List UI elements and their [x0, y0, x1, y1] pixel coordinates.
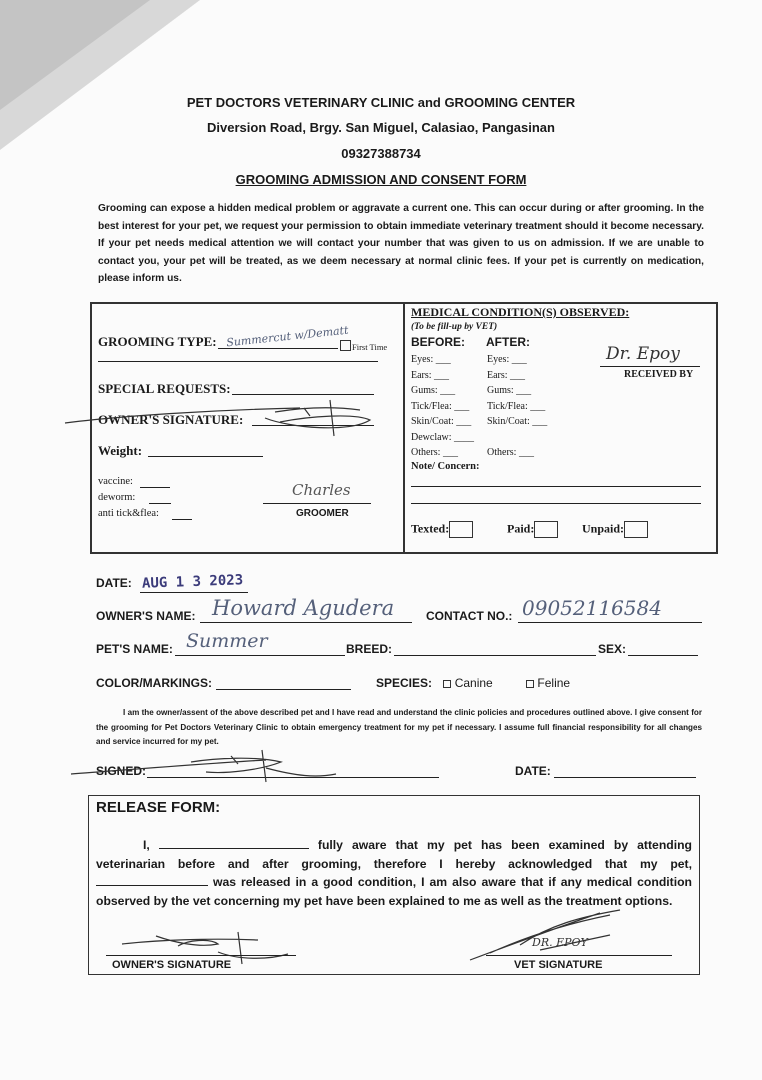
- texted-row: [411, 521, 473, 538]
- canine-label: Canine: [454, 676, 493, 690]
- note-line-1[interactable]: [411, 486, 701, 487]
- clinic-phone: 09327388734: [341, 146, 421, 161]
- owner-signature-line: [106, 955, 296, 956]
- deworm-field[interactable]: [149, 503, 171, 504]
- received-by-name: Dr. Epoy: [606, 344, 680, 364]
- groomer-label: GROOMER: [296, 508, 349, 519]
- after-item: Tick/Flea: ___: [487, 400, 546, 412]
- before-item: Skin/Coat: ___: [411, 416, 472, 427]
- first-time-row: [340, 337, 387, 355]
- owner-signature-label: OWNER'S SIGNATURE:: [98, 412, 244, 427]
- feline-label: Feline: [537, 676, 571, 690]
- breed-label: BREED:: [346, 642, 393, 656]
- owner-name-field[interactable]: [200, 622, 412, 623]
- consent-paragraph: I am the owner/assent of the above described pet and I have read and understand the clinic policies and procedures outlined above. I give consent for the grooming for Pet Doctors Veterinary Clinic to obtain emergency treatment for my pet if necessary. I assume full financial responsibility for all changes and service incurred for my pet.: [96, 708, 702, 746]
- received-by-line: [600, 366, 700, 367]
- sex-label: SEX:: [598, 642, 627, 656]
- pet-name-label: PET'S NAME:: [96, 642, 173, 656]
- grooming-type-row: [98, 334, 217, 350]
- paid-row: [507, 521, 558, 538]
- grooming-type-extra-line[interactable]: [98, 361, 378, 362]
- after-item: Eyes: ___: [487, 354, 527, 365]
- contact-field[interactable]: [518, 622, 702, 623]
- box-divider: [403, 302, 405, 552]
- weight-label: Weight:: [98, 443, 143, 458]
- tickflea-label: anti tick&flea:: [98, 508, 159, 519]
- first-time-checkbox[interactable]: [340, 340, 351, 351]
- tickflea-field[interactable]: [172, 519, 192, 520]
- after-item: Others: ___: [487, 447, 534, 458]
- after-item: Gums: ___: [487, 385, 532, 396]
- grooming-type-label: GROOMING TYPE:: [98, 334, 217, 349]
- contact-label: CONTACT NO.:: [426, 609, 513, 623]
- signed-date-field[interactable]: [554, 777, 696, 778]
- signed-date-label: DATE:: [515, 764, 551, 778]
- signed-scribble: [66, 748, 346, 784]
- release-text: I, fully aware that my pet has been examined by attending veterinarian before and after grooming, therefore I hereby acknowledged that my pet, was released in a good condition, I am also aware that if any medical condition observed by the vet concerning my pet have been explained to me as well as the treatment options.: [96, 838, 692, 908]
- owner-signature-caption: OWNER'S SIGNATURE: [112, 959, 232, 971]
- before-item: Others: ___: [411, 447, 458, 458]
- date-field[interactable]: [140, 592, 248, 593]
- intro-paragraph: Grooming can expose a hidden medical problem or aggravate a current one. This can occur during or after grooming. In the best interest for your pet, we request your permission to obtain immediate veterinary treatment should it become necessary. If your pet needs medical attention we will contact your number that was given to us on admission. If we are unable to contact you, your pet will be treated, as we deem necessary at normal clinic fees. If your pet is currently on medication, please inform us.: [98, 203, 704, 284]
- before-item: Ears: ___: [411, 369, 450, 381]
- texted-checkbox[interactable]: [449, 521, 473, 538]
- owner-name-value: Howard Agudera: [212, 596, 395, 620]
- contact-value: 09052116584: [522, 596, 662, 620]
- vet-signature-scribble: [460, 905, 660, 965]
- signed-label: SIGNED:: [96, 764, 147, 778]
- vet-name: DR. EPOY: [532, 936, 588, 949]
- paid-label: Paid:: [507, 521, 535, 536]
- unpaid-row: [582, 521, 648, 538]
- date-label: DATE:: [96, 576, 132, 590]
- vet-signature-line: [486, 955, 672, 956]
- species-row: [376, 676, 570, 690]
- paid-checkbox[interactable]: [534, 521, 558, 538]
- groomer-name: Charles: [292, 481, 351, 499]
- before-item: Dewclaw: ____: [411, 431, 475, 443]
- after-list: [487, 352, 547, 461]
- after-item: Skin/Coat: ___: [487, 416, 548, 427]
- special-requests-label: SPECIAL REQUESTS:: [98, 381, 231, 396]
- color-label: COLOR/MARKINGS:: [96, 676, 212, 690]
- special-requests-field[interactable]: [232, 394, 374, 395]
- breed-field[interactable]: [394, 655, 596, 656]
- release-owner-field[interactable]: [159, 837, 309, 849]
- canine-checkbox[interactable]: [443, 680, 451, 688]
- before-label: BEFORE:: [411, 335, 465, 349]
- species-label: SPECIES:: [376, 676, 433, 690]
- owner-signature-scribble: [60, 398, 380, 438]
- clinic-name: PET DOCTORS VETERINARY CLINIC and GROOMING CENTER: [186, 95, 576, 110]
- owner-name-label: OWNER'S NAME:: [96, 609, 196, 623]
- medical-condition-subtitle: (To be fill-up by VET): [411, 322, 498, 332]
- before-item: Eyes: ___: [411, 354, 451, 365]
- weight-field[interactable]: [148, 456, 263, 457]
- deworm-label: deworm:: [98, 492, 136, 503]
- first-time-label: First Time: [352, 342, 388, 352]
- date-stamp: AUG 1 3 2023: [141, 572, 244, 592]
- received-by-label: RECEIVED BY: [624, 369, 694, 380]
- note-label: Note/ Concern:: [411, 461, 480, 472]
- groomer-line: [263, 503, 371, 504]
- after-item: Ears: ___: [487, 369, 526, 381]
- release-title: RELEASE FORM:: [96, 799, 221, 816]
- vet-signature-caption: VET SIGNATURE: [514, 959, 603, 971]
- form-title: GROOMING ADMISSION AND CONSENT FORM: [235, 172, 527, 187]
- vaccine-field[interactable]: [140, 487, 170, 488]
- texted-label: Texted:: [411, 521, 450, 536]
- grooming-type-value: Summercut w/Dematt: [225, 323, 350, 350]
- medical-condition-title: MEDICAL CONDITION(S) OBSERVED:: [411, 305, 630, 319]
- after-label: AFTER:: [486, 335, 530, 349]
- unpaid-checkbox[interactable]: [624, 521, 648, 538]
- before-list: [411, 352, 474, 461]
- color-field[interactable]: [216, 689, 351, 690]
- clinic-address: Diversion Road, Brgy. San Miguel, Calasiao, Pangasinan: [207, 120, 555, 135]
- note-line-2[interactable]: [411, 503, 701, 504]
- vaccine-label: vaccine:: [98, 476, 133, 487]
- before-item: Gums: ___: [411, 385, 456, 396]
- unpaid-label: Unpaid:: [582, 521, 625, 536]
- pet-name-field[interactable]: [175, 655, 345, 656]
- sex-field[interactable]: [628, 655, 698, 656]
- pet-name-value: Summer: [186, 630, 268, 652]
- release-pet-field[interactable]: [96, 874, 208, 886]
- feline-checkbox[interactable]: [526, 680, 534, 688]
- before-item: Tick/Flea: ___: [411, 400, 470, 412]
